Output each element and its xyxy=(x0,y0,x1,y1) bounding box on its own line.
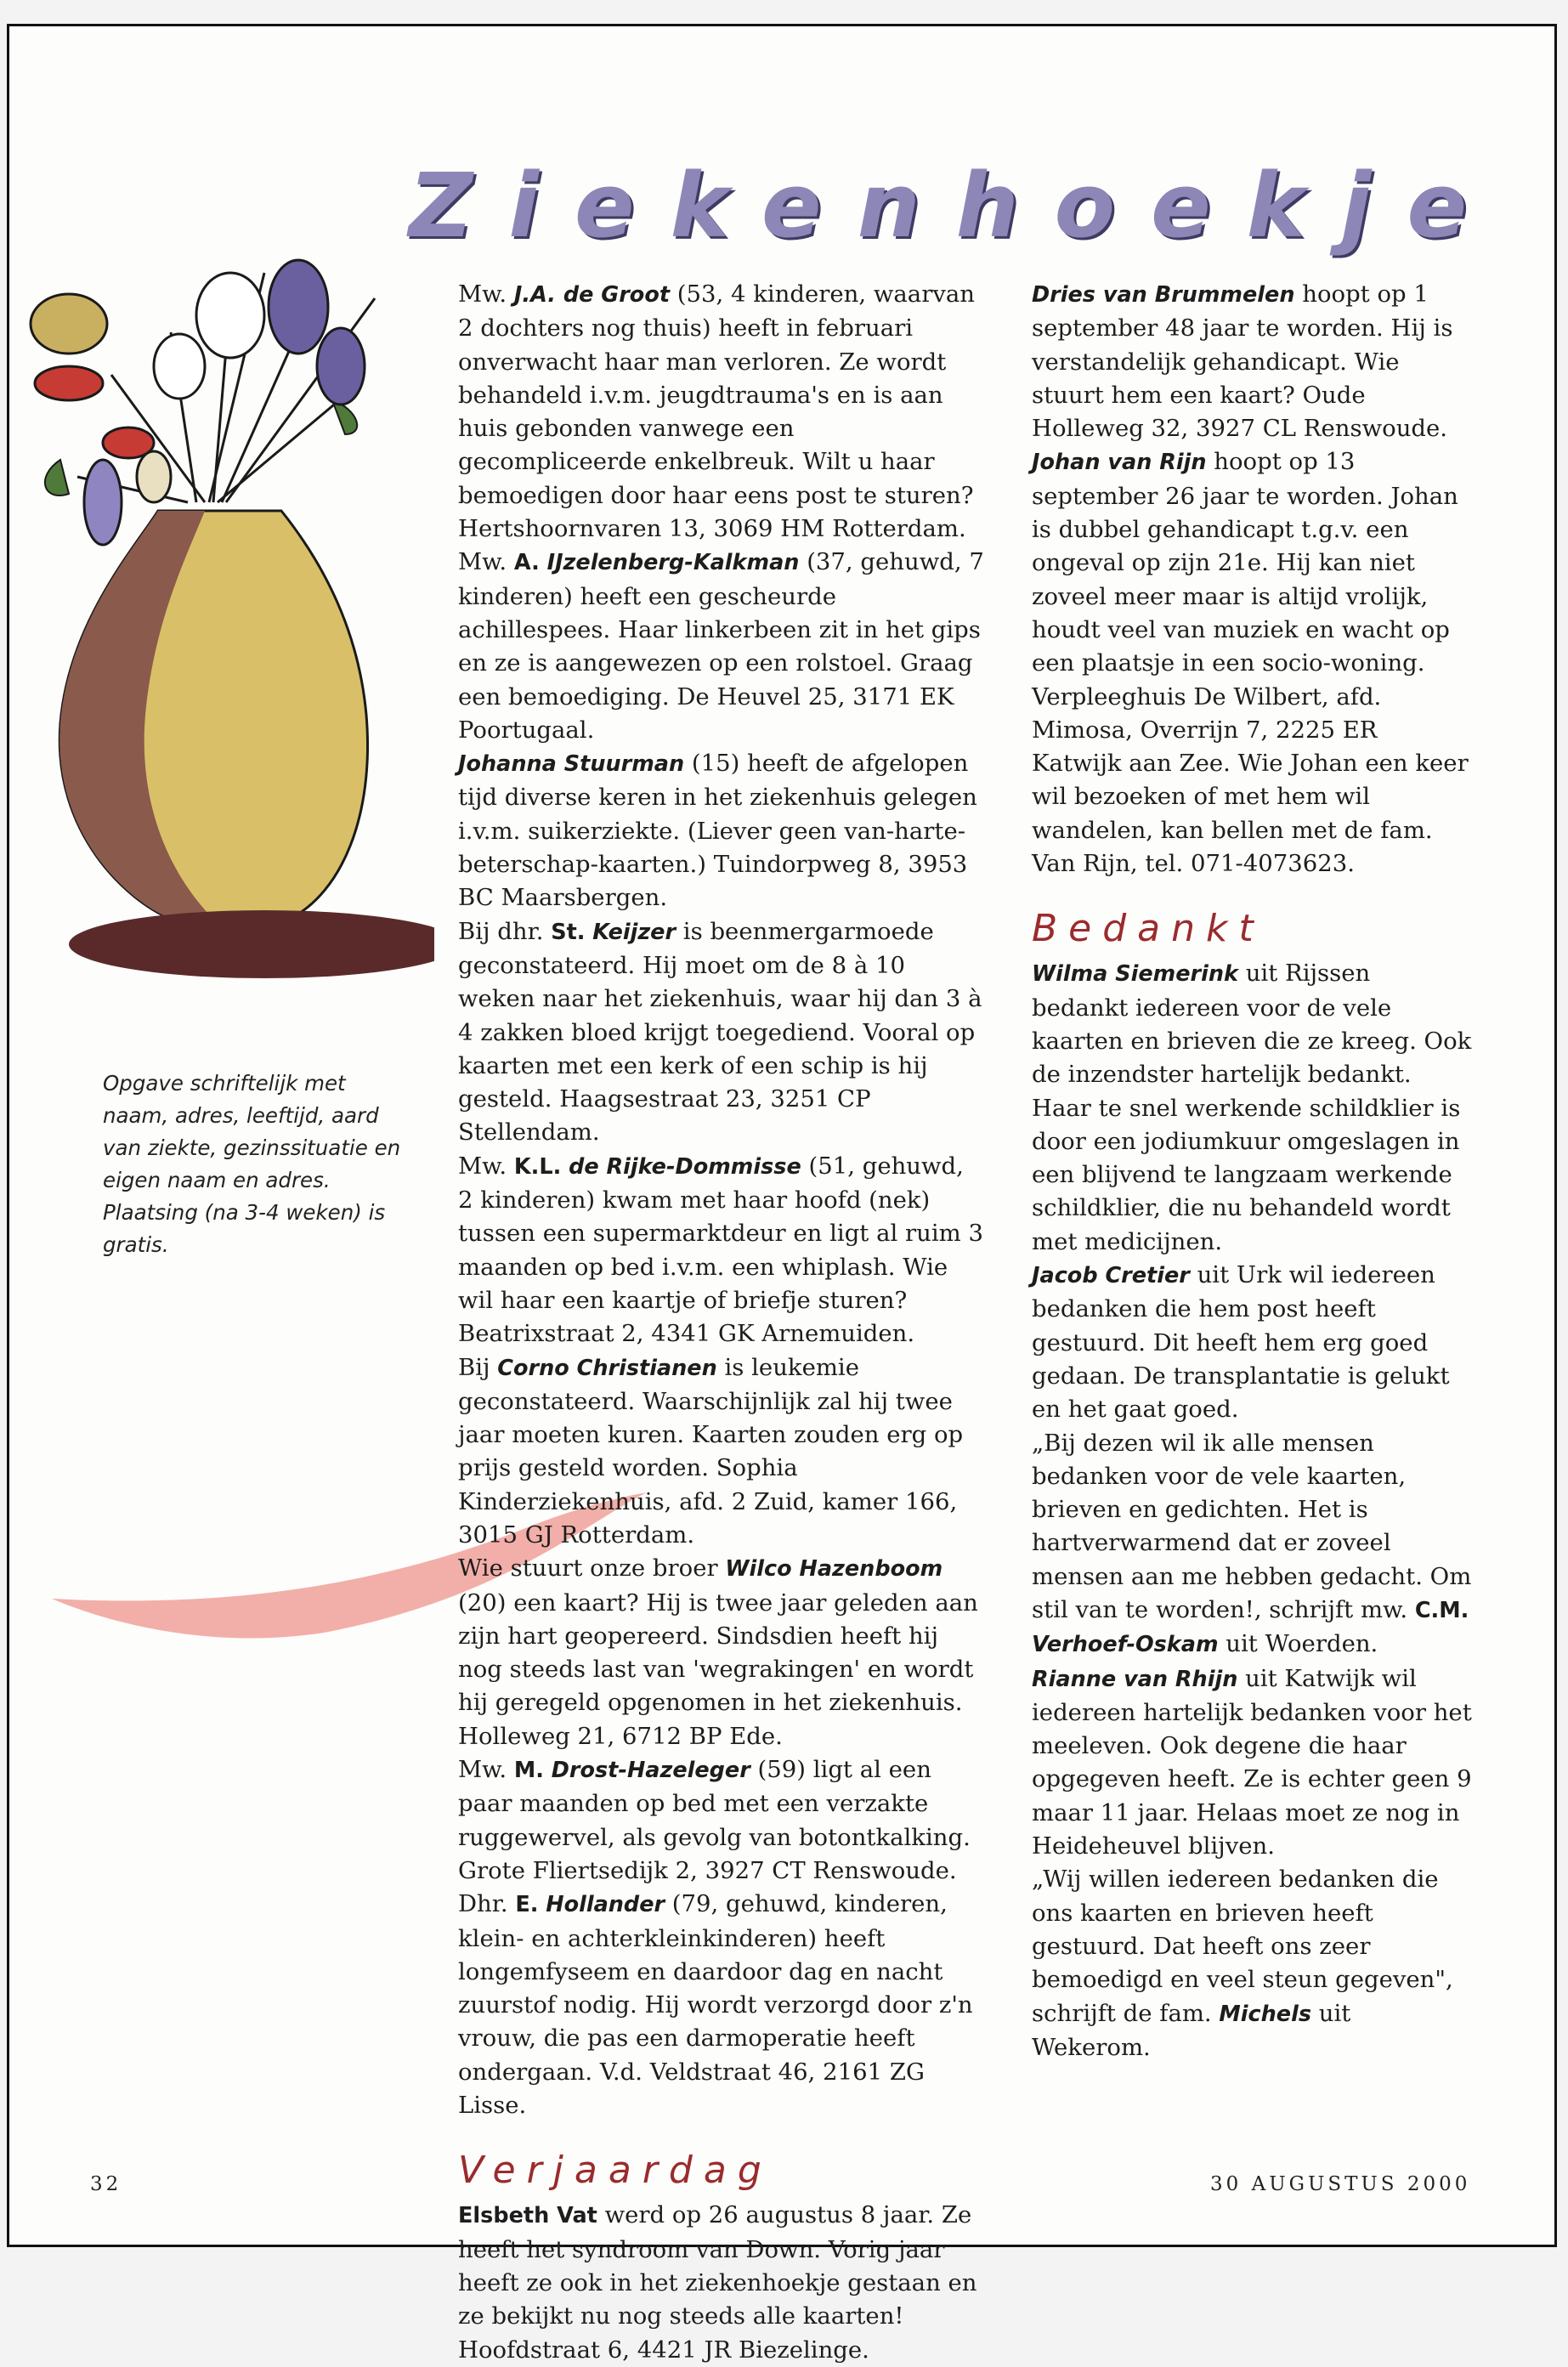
magazine-page xyxy=(7,24,1557,2364)
notice-dommisse: Mw. K.L. de Rijke-Dommisse (51, gehuwd, 2 kinderen) kwam met haar hoofd (nek) tussen een supermarktdeur en ligt al ruim 3 maanden op bed i.v.m. een whiplash. Wie wil haar een kaartje of briefje sturen? Beatrixstraat 2, 4341 GK Arnemuiden. xyxy=(458,1152,983,1348)
thanks-oskam: „Bij dezen wil ik alle mensen bedanken voor de vele kaarten, brieven en gedichten. Het is hartverwarmend dat er zoveel mensen aan me hebben gedacht. Om stil van te worden!, schrijft mw. C.M. Verhoef-Oskam uit Woerden. xyxy=(1032,1429,1472,1658)
vase-illustration xyxy=(9,222,434,1004)
notice-ijzelenberg: Mw. A. IJzelenberg-Kalkman (37, gehuwd, 7 kinderen) heeft een gescheurde achillespees. Haar linkerbeen zit in het gips en ze is aangewezen op een rolstoel. Graag een bemoediging. De Heuvel 25, 3171 EK Poortugaal. xyxy=(458,548,984,744)
notice-hollander: Dhr. E. Hollander (79, gehuwd, kinderen, klein- en achterkleinkinderen) heeft longemfyseem en daardoor dag en nacht zuurstof nodig. Hij wordt verzorgd door z'n vrouw, die pas een darmoperatie heeft ondergaan. V.d. Veldstraat 46, 2161 ZG Lisse. xyxy=(458,1890,973,2120)
notice-vat: Elsbeth Vat werd op 26 augustus 8 jaar. Ze heeft het syndroom van Down. Vorig jaar heeft ze ook in het ziekenhoekje gestaan en ze bekijkt nu nog steeds alle kaarten! Hoofdstraat 6, 4421 JR Biezelinge. xyxy=(458,2201,977,2364)
thanks-michels: „Wij willen iedereen bedanken die ons kaarten en brieven heeft gestuurd. Dat heeft ons zeer bemoedigd en veel steun gegeven", schrijft de fam. Michels uit Wekerom. xyxy=(1032,1866,1453,2061)
section-heading-verjaardag: Verjaardag xyxy=(458,2149,773,2193)
notice-christianen: Bij Corno Christianen is leukemie geconstateerd. Waarschijnlijk zal hij twee jaar moeten kuren. Kaarten zouden erg op prijs gesteld worden. Sophia Kinderziekenhuis, afd. 2 Zuid, kamer 166, 3015 GJ Rotterdam. xyxy=(458,1353,964,1549)
column-right xyxy=(1032,278,1474,2064)
flowers xyxy=(31,260,365,545)
page-number: 32 xyxy=(90,2173,122,2195)
column-left xyxy=(458,278,985,2367)
notice-brummelen: Dries van Brummelen hoopt op 1 september 48 jaar te worden. Hij is verstandelijk gehandicapt. Wie stuurt hem een kaart? Oude Holleweg 32, 3927 CL Renswoude. xyxy=(1032,280,1453,443)
section-heading-bedankt: Bedankt xyxy=(1032,907,1265,951)
notice-stuurman: Johanna Stuurman (15) heeft de afgelopen tijd diverse keren in het ziekenhuis gelegen i.v.m. suikerziekte. (Liever geen van-harte-beterschap-kaarten.) Tuindorpweg 8, 3953 BC Maarsbergen. xyxy=(458,750,977,912)
notice-keijzer: Bij dhr. St. Keijzer is beenmergarmoede geconstateerd. Hij moet om de 8 à 10 weken naar het ziekenhuis, waar hij dan 3 à 4 zakken bloed krijgt toegediend. Vooral op kaarten met een kerk of een schip is hij gesteld. Haagsestraat 23, 3251 CP Stellendam. xyxy=(458,917,982,1147)
notice-hazenboom: Wie stuurt onze broer Wilco Hazenboom (20) een kaart? Hij is twee jaar geleden aan zijn hart geopereerd. Sindsdien heeft hij nog steeds last van 'wegrakingen' en wordt hij geregeld opgenomen in het ziekenhuis. Holleweg 21, 6712 BP Ede. xyxy=(458,1554,978,1750)
thanks-cretier: Jacob Cretier uit Urk wil iedereen bedanken die hem post heeft gestuurd. Dit heeft hem erg goed gedaan. De transplantatie is gelukt en het gaat goed. xyxy=(1032,1261,1450,1424)
notice-hazeleger: Mw. M. Drost-Hazeleger (59) ligt al een paar maanden op bed met een verzakte ruggewervel, als gevolg van botontkalking. Grote Fliertsedijk 2, 3927 CT Renswoude. xyxy=(458,1756,971,1884)
page-title: Ziekenhoekje xyxy=(409,154,1503,258)
thanks-siemerink: Wilma Siemerink uit Rijssen bedankt iedereen voor de vele kaarten en brieven die ze kreeg. Ook de inzendster hartelijk bedankt. Haar te snel werkende schildklier is door een jodiumkuur omgeslagen in een blijvend te langzaam werkende schildklier, die nu behandeld wordt met medicijnen. xyxy=(1032,960,1472,1255)
vase-base-shadow xyxy=(69,910,434,978)
submission-caption: Opgave schriftelijk met naam, adres, leeftijd, aard van ziekte, gezinssituatie en eigen naam en adres. Plaatsing (na 3-4 weken) is gratis. xyxy=(103,1071,401,1257)
issue-date: 30 AUGUSTUS 2000 xyxy=(1210,2173,1471,2195)
notice-de-groot: Mw. J.A. de Groot (53, 4 kinderen, waarvan 2 dochters nog thuis) heeft in februari onverwacht haar man verloren. Ze wordt behandeld i.v.m. jeugdtrauma's en is aan huis gebonden vanwege een gecompliceerde enkelbreuk. Wilt u haar bemoedigen door haar eens post te sturen? Hertshoornvaren 13, 3069 HM Rotterdam. xyxy=(458,280,975,543)
thanks-van-rhijn: Rianne van Rhijn uit Katwijk wil iedereen hartelijk bedanken voor het meeleven. Ook degene die haar opgegeven heeft. Ze is echter geen 9 maar 11 jaar. Helaas moet ze nog in Heideheuvel blijven. xyxy=(1032,1664,1472,1860)
notice-van-rijn: Johan van Rijn hoopt op 13 september 26 jaar te worden. Johan is dubbel gehandicapt t.g.v. een ongeval op zijn 21e. Hij kan niet zoveel meer maar is altijd vrolijk, houdt veel van muziek en wacht op een plaatsje in een socio-woning. Verpleeghuis De Wilbert, afd. Mimosa, Overrijn 7, 2225 ER Katwijk aan Zee. Wie Johan een keer wil bezoeken of met hem wil wandelen, kan bellen met de fam. Van Rijn, tel. 071-4073623. xyxy=(1032,448,1469,878)
